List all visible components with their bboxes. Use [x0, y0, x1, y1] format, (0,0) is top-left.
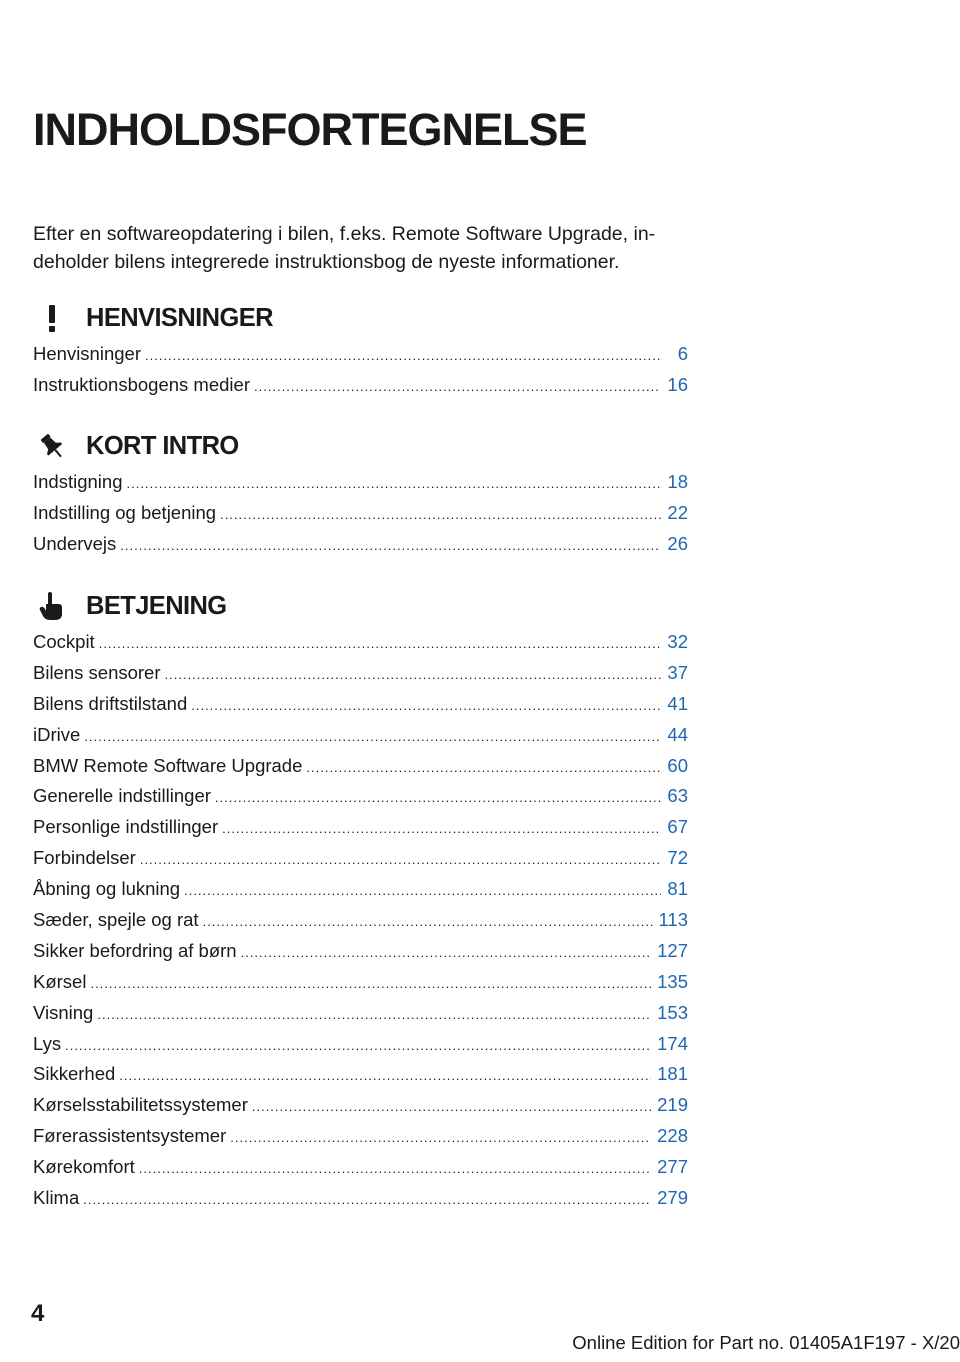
intro-line-2: deholder bilens integrerede instruktionsbog de nyeste informationer.	[33, 251, 620, 273]
toc-list	[33, 627, 688, 1214]
toc-page-link[interactable]: 135	[657, 970, 688, 992]
dot-leader	[83, 1185, 651, 1216]
toc-page-link[interactable]: 16	[667, 373, 688, 395]
dot-leader	[222, 814, 661, 845]
toc-page-link[interactable]: 181	[657, 1063, 688, 1085]
intro-text	[33, 220, 693, 276]
toc-entry[interactable]	[33, 874, 688, 905]
dot-leader	[145, 341, 662, 372]
dot-leader	[119, 1061, 651, 1092]
toc-entry-label: Førerassistentsystemer	[33, 1125, 227, 1147]
toc-entry-label: Kørekomfort	[33, 1156, 135, 1178]
intro-line-1: Efter en softwareopdatering i bilen, f.eks. Remote Software Upgrade, in-	[33, 223, 656, 245]
toc-entry[interactable]	[33, 339, 688, 370]
section-kort-intro	[33, 426, 688, 560]
section-henvisninger	[33, 298, 688, 401]
exclamation-icon	[35, 302, 69, 334]
toc-page-link[interactable]: 67	[667, 816, 688, 838]
dot-leader	[84, 722, 661, 753]
toc-entry-label: Sæder, spejle og rat	[33, 909, 199, 931]
dot-leader	[140, 845, 662, 876]
toc-list	[33, 467, 688, 560]
toc-entry[interactable]	[33, 812, 688, 843]
toc-entry[interactable]	[33, 751, 688, 782]
toc-entry-label: Instruktionsbogens medier	[33, 373, 250, 395]
dot-leader	[165, 660, 662, 691]
toc-entry[interactable]	[33, 998, 688, 1029]
toc-entry[interactable]	[33, 370, 688, 401]
toc-page-link[interactable]: 113	[658, 909, 688, 931]
dot-leader	[215, 783, 662, 814]
toc-entry-label: Indstilling og betjening	[33, 501, 217, 523]
toc-entry[interactable]	[33, 498, 688, 529]
toc-entry[interactable]	[33, 689, 688, 720]
toc-page-link[interactable]: 32	[667, 631, 688, 652]
page-title: INDHOLDSFORTEGNELSE	[33, 104, 587, 155]
toc-page-link[interactable]: 72	[667, 847, 688, 869]
toc-entry-label: Sikker befordring af børn	[33, 939, 237, 961]
dot-leader	[191, 691, 661, 722]
toc-entry[interactable]	[33, 1152, 688, 1183]
toc-entry-label: Åbning og lukning	[33, 878, 181, 900]
dot-leader	[230, 1123, 651, 1154]
toc-entry[interactable]	[33, 843, 688, 874]
pointing-hand-icon	[35, 590, 69, 622]
toc-entry-label: Bilens sensorer	[33, 661, 161, 683]
section-title: KORT INTRO	[86, 432, 239, 460]
toc-entry-label: Undervejs	[33, 532, 117, 554]
toc-page-link[interactable]: 63	[667, 785, 688, 807]
dot-leader	[241, 938, 652, 969]
toc-page-link[interactable]: 18	[667, 471, 688, 492]
dot-leader	[203, 907, 653, 938]
section-header	[33, 586, 688, 626]
toc-page-link[interactable]: 26	[667, 532, 688, 554]
toc-entry[interactable]	[33, 1121, 688, 1152]
dot-leader	[97, 1000, 651, 1031]
toc-entry[interactable]	[33, 627, 688, 658]
section-title: BETJENING	[86, 592, 227, 620]
toc-entry[interactable]	[33, 1029, 688, 1060]
toc-page-link[interactable]: 279	[657, 1187, 688, 1209]
toc-page-link[interactable]: 228	[657, 1125, 688, 1147]
toc-entry-label: Sikkerhed	[33, 1063, 116, 1085]
section-title: HENVISNINGER	[86, 304, 273, 332]
toc-page-link[interactable]: 44	[667, 723, 688, 745]
toc-page-link[interactable]: 37	[667, 661, 688, 683]
toc-page-link[interactable]: 277	[657, 1156, 688, 1178]
dot-leader	[120, 531, 661, 562]
toc-entry[interactable]	[33, 529, 688, 560]
dot-leader	[99, 629, 662, 660]
dot-leader	[65, 1031, 651, 1062]
toc-entry-label: Kørsel	[33, 970, 87, 992]
pin-icon	[35, 430, 69, 462]
toc-entry[interactable]	[33, 1183, 688, 1214]
toc-list	[33, 339, 688, 401]
section-header	[33, 426, 688, 466]
toc-entry[interactable]	[33, 905, 688, 936]
toc-page-link[interactable]: 22	[667, 501, 688, 523]
dot-leader	[90, 969, 651, 1000]
dot-leader	[184, 876, 661, 907]
toc-entry[interactable]	[33, 1059, 688, 1090]
toc-entry-label: Personlige indstillinger	[33, 816, 219, 838]
section-header	[33, 298, 688, 338]
toc-entry-label: Cockpit	[33, 631, 95, 652]
page-number: 4	[31, 1300, 45, 1327]
footer-edition: Online Edition for Part no. 01405A1F197 - X/20	[572, 1332, 960, 1353]
dot-leader	[306, 753, 661, 784]
toc-entry-label: Klima	[33, 1187, 80, 1209]
dot-leader	[139, 1154, 651, 1185]
toc-entry[interactable]	[33, 720, 688, 751]
toc-entry[interactable]	[33, 781, 688, 812]
toc-page-link[interactable]: 219	[657, 1094, 688, 1116]
toc-entry-label: Henvisninger	[33, 343, 141, 364]
toc-page-link[interactable]: 41	[667, 692, 688, 714]
dot-leader	[254, 372, 661, 403]
toc-entry[interactable]	[33, 1090, 688, 1121]
toc-entry-label: Visning	[33, 1001, 94, 1023]
toc-page-link[interactable]: 153	[657, 1001, 688, 1023]
toc-entry-label: Bilens driftstilstand	[33, 692, 188, 714]
toc-entry-label: BMW Remote Software Upgrade	[33, 754, 303, 776]
toc-entry-label: Kørselsstabilitetssystemer	[33, 1094, 248, 1116]
toc-page-link[interactable]: 6	[677, 343, 688, 364]
toc-entry-label: iDrive	[33, 723, 81, 745]
toc-entry[interactable]	[33, 936, 688, 967]
toc-page-link[interactable]: 127	[657, 939, 688, 961]
toc-entry-label: Lys	[33, 1032, 62, 1054]
section-betjening	[33, 586, 688, 1214]
toc-page-link[interactable]: 81	[667, 878, 688, 900]
toc-page-link[interactable]: 174	[657, 1032, 688, 1054]
dot-leader	[220, 500, 661, 531]
toc-page-link[interactable]: 60	[667, 754, 688, 776]
dot-leader	[126, 469, 661, 500]
toc-entry-label: Generelle indstillinger	[33, 785, 211, 807]
toc-entry[interactable]	[33, 467, 688, 498]
toc-entry[interactable]	[33, 658, 688, 689]
dot-leader	[252, 1092, 651, 1123]
toc-entry-label: Indstigning	[33, 471, 123, 492]
toc-entry-label: Forbindelser	[33, 847, 136, 869]
toc-entry[interactable]	[33, 967, 688, 998]
